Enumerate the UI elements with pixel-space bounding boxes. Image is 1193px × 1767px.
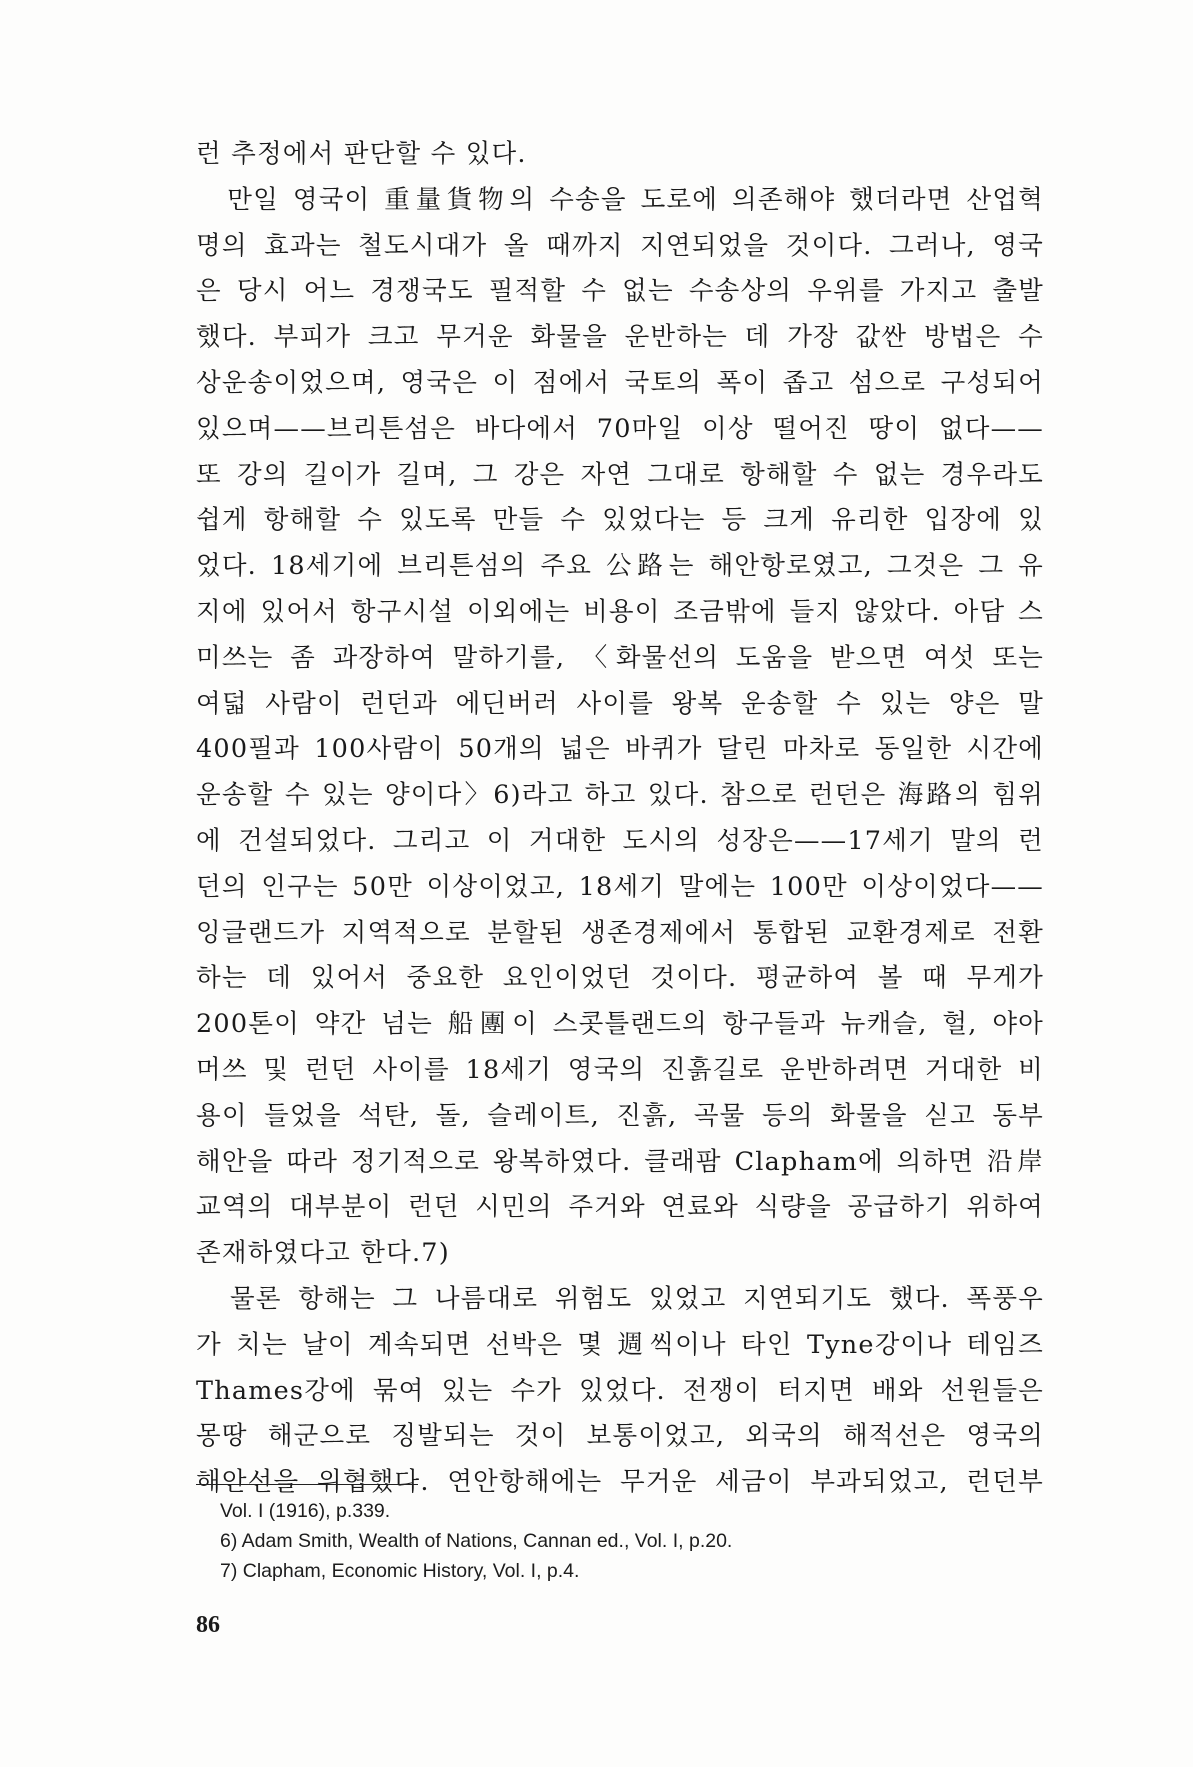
footnote: Vol. I (1916), p.339. <box>220 1500 391 1522</box>
text-line: 해안을 따라 정기적으로 왕복하였다. 클래팜 Clapham에 의하면 沿岸 <box>196 1146 1044 1177</box>
text-line: 만일 영국이 重量貨物의 수송을 도로에 의존해야 했더라면 산업혁 <box>196 184 1044 215</box>
text-line: 런 추정에서 판단할 수 있다. <box>196 139 527 169</box>
text-line: 용이 들었을 석탄, 돌, 슬레이트, 진흙, 곡물 등의 화물을 싣고 동부 <box>196 1100 1044 1131</box>
text-line: 존재하였다고 한다.7) <box>196 1238 450 1269</box>
text-line: 운송할 수 있는 양이다〉6)라고 하고 있다. 참으로 런던은 海路의 힘위 <box>196 780 1044 811</box>
text-line: 었다. 18세기에 브리튼섬의 주요 公路는 해안항로였고, 그것은 그 유 <box>196 551 1044 582</box>
text-line: 은 당시 어느 경쟁국도 필적할 수 없는 수송상의 우위를 가지고 출발 <box>196 276 1044 307</box>
text-line: 400필과 100사람이 50개의 넓은 바퀴가 달린 마차로 동일한 시간에 <box>196 734 1044 765</box>
page-number: 86 <box>196 1612 220 1638</box>
text-line: 교역의 대부분이 런던 시민의 주거와 연료와 식량을 공급하기 위하여 <box>196 1192 1044 1223</box>
text-line: 던의 인구는 50만 이상이었고, 18세기 말에는 100만 이상이었다—— <box>196 871 1044 902</box>
text-line: 에 건설되었다. 그리고 이 거대한 도시의 성장은——17세기 말의 런 <box>196 825 1044 856</box>
footnote-divider <box>196 1484 418 1485</box>
text-line: 하는 데 있어서 중요한 요인이었던 것이다. 평균하여 볼 때 무게가 <box>196 963 1044 994</box>
text-line: 지에 있어서 항구시설 이외에는 비용이 조금밖에 들지 않았다. 아담 스 <box>196 596 1044 627</box>
text-line: 가 치는 날이 계속되면 선박은 몇 週씩이나 타인 Tyne강이나 테임즈 <box>196 1329 1044 1360</box>
text-line: 머쓰 및 런던 사이를 18세기 영국의 진흙길로 운반하려면 거대한 비 <box>196 1054 1044 1085</box>
text-line: 잉글랜드가 지역적으로 분할된 생존경제에서 통합된 교환경제로 전환 <box>196 917 1044 948</box>
footnote: 6) Adam Smith, Wealth of Nations, Cannan ed., Vol. I, p.20. <box>220 1530 733 1552</box>
footnotes <box>220 1496 1020 1586</box>
text-line: 해안선을 위협했다. 연안항해에는 무거운 세금이 부과되었고, 런던부 <box>196 1467 1044 1498</box>
text-line: 미쓰는 좀 과장하여 말하기를, 〈화물선의 도움을 받으면 여섯 또는 <box>196 642 1044 673</box>
text-line: 있으며——브리튼섬은 바다에서 70마일 이상 떨어진 땅이 없다—— <box>196 413 1044 444</box>
text-line: 또 강의 길이가 길며, 그 강은 자연 그대로 항해할 수 없는 경우라도 <box>196 459 1044 490</box>
text-line: 물론 항해는 그 나름대로 위험도 있었고 지연되기도 했다. 폭풍우 <box>196 1283 1044 1314</box>
text-line: 여덟 사람이 런던과 에딘버러 사이를 왕복 운송할 수 있는 양은 말 <box>196 688 1044 719</box>
body-text <box>196 132 1044 1506</box>
text-line: 200톤이 약간 넘는 船團이 스콧틀랜드의 항구들과 뉴캐슬, 헐, 야아 <box>196 1009 1044 1040</box>
text-line: 했다. 부피가 크고 무거운 화물을 운반하는 데 가장 값싼 방법은 수 <box>196 322 1044 353</box>
text-line: Thames강에 묶여 있는 수가 있었다. 전쟁이 터지면 배와 선원들은 <box>196 1375 1044 1406</box>
text-line: 명의 효과는 철도시대가 올 때까지 지연되었을 것이다. 그러나, 영국 <box>196 230 1044 261</box>
text-line: 상운송이었으며, 영국은 이 점에서 국토의 폭이 좁고 섬으로 구성되어 <box>196 367 1044 398</box>
footnote: 7) Clapham, Economic History, Vol. I, p.4. <box>220 1560 580 1582</box>
text-line: 몽땅 해군으로 징발되는 것이 보통이었고, 외국의 해적선은 영국의 <box>196 1421 1044 1452</box>
text-line: 쉽게 항해할 수 있도록 만들 수 있었다는 등 크게 유리한 입장에 있 <box>196 505 1044 536</box>
